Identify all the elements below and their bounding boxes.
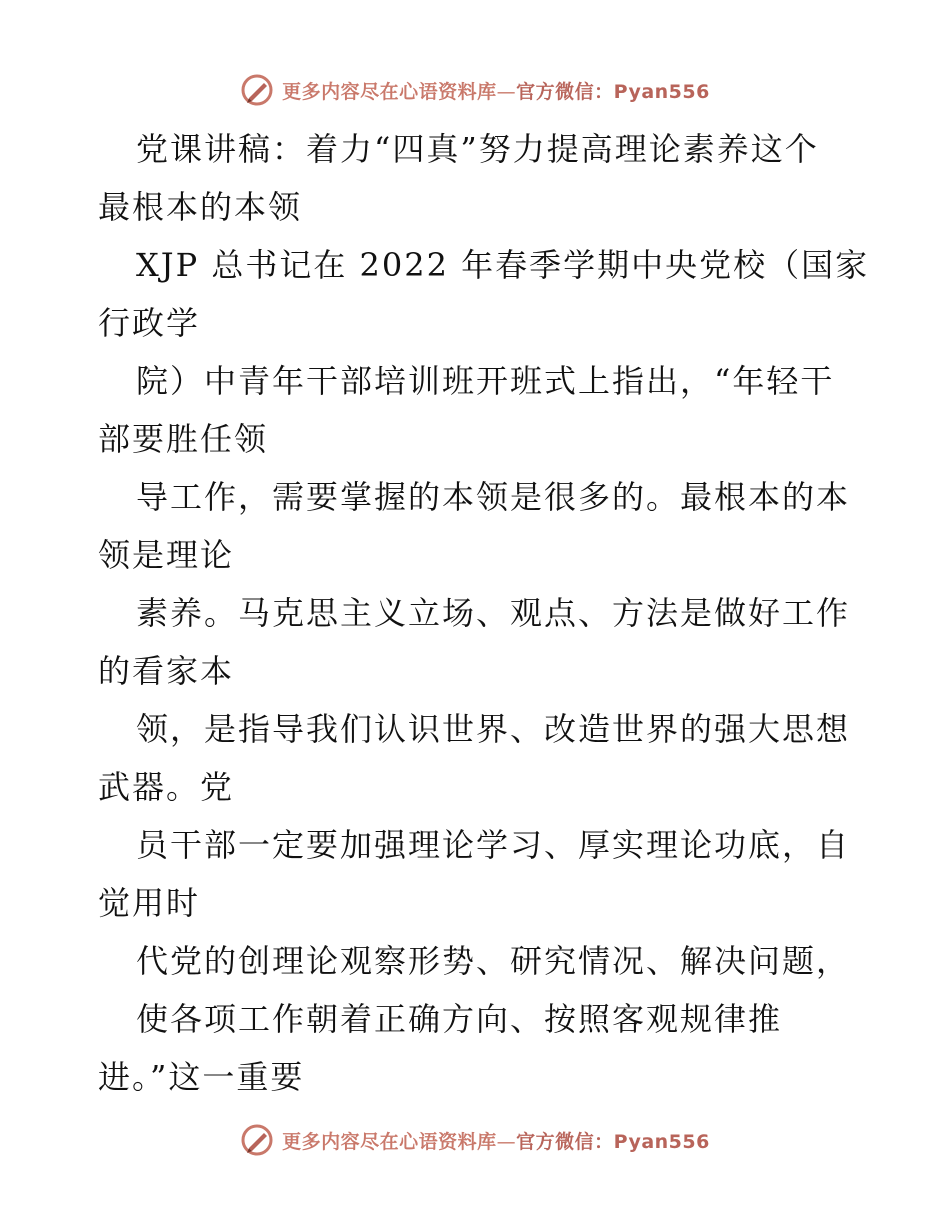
body-line: 使各项工作朝着正确方向、按照客观规律推 [136,1000,783,1038]
body-line: 领是理论 [98,536,235,574]
body-line: 院）中青年干部培训班开班式上指出，“年轻干 [136,362,835,400]
body-line: 的看家本 [98,652,235,690]
footer-banner-dash: — [496,1130,517,1153]
footer-banner-text [282,1127,710,1154]
body-line: 代党的创理论观察形势、研究情况、解决问题， [136,942,851,980]
header-banner-dash: — [496,80,517,103]
body-line: 党课讲稿：着力“四真”努力提高理论素养这个 [136,130,819,168]
body-line: 导工作，需要掌握的本领是很多的。最根本的本 [136,478,851,516]
body-line: 素养。马克思主义立场、观点、方法是做好工作 [136,594,851,632]
body-line: 领，是指导我们认识世界、改造世界的强大思想 [136,710,851,748]
footer-banner-title: 更多内容尽在心语资料库 [282,1130,497,1153]
body-line: 员干部一定要加强理论学习、厚实理论功底，自 [136,826,851,864]
header-banner-contact: 官方微信：Pyan556 [516,80,710,103]
header-banner-text [282,77,710,104]
document-body [98,120,870,1106]
body-line: 武器。党 [98,768,235,806]
body-line: XJP 总书记在 2022 年春季学期中央党校（国家 [136,246,870,284]
header-banner-title: 更多内容尽在心语资料库 [282,80,497,103]
body-line: 最根本的本领 [98,188,303,226]
body-line: 觉用时 [98,884,201,922]
body-line: 进。”这一重要 [98,1058,305,1096]
pen-logo-icon [240,1123,274,1157]
footer-banner-contact: 官方微信：Pyan556 [516,1130,710,1153]
pen-logo-icon [240,73,274,107]
header-banner [0,70,950,110]
body-line: 行政学 [98,304,201,342]
footer-banner [0,1120,950,1160]
body-line: 部要胜任领 [98,420,269,458]
